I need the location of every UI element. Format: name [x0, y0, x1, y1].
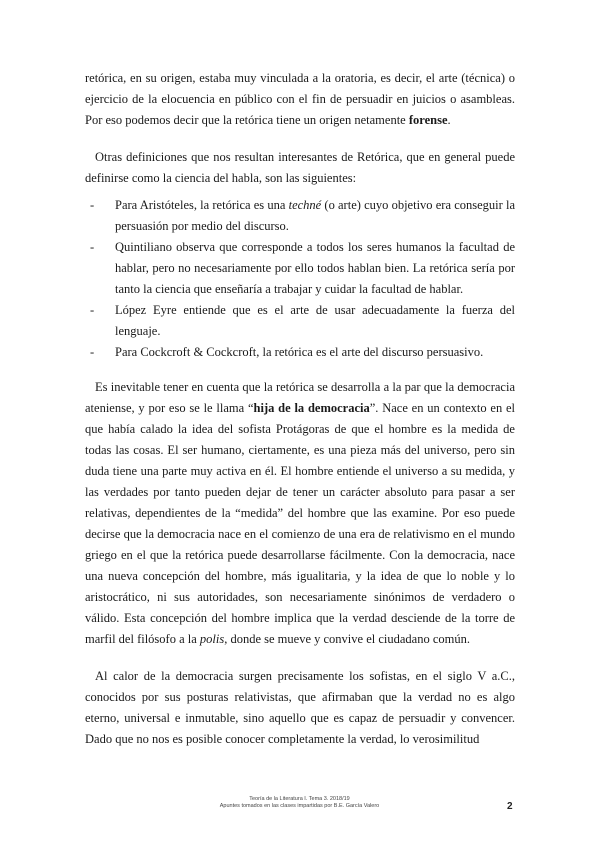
paragraph-definitions-intro: Otras definiciones que nos resultan interesantes de Retórica, que en general puede definirse como la ciencia del habla, son las siguientes: [85, 150, 515, 185]
paragraph-democracy: Es inevitable tener en cuenta que la retórica se desarrolla a la par que la democracia ateniense, y por eso se le llama “hija de la democracia”. Nace en un contexto en el que había calado la idea del sofista Protágoras de que el hombre es la medida de todas las cosas. El ser humano, ciertamente, es una pieza más del universo, pero sin duda tiene una parte muy activa en él. El hombre entiende el universo a su medida, y las verdades por tanto pueden dejar de tener un carácter absoluto para pasar a ser relativas, dependientes de la “medida” del hombre que las examine. Por eso puede decirse que la democracia nace en el comienzo de una era de relativismo en el mundo griego en el que la retórica puede desarrollarse fácilmente. Con la democracia, nace una nueva concepción del hombre, más igualitaria, y la idea de que lo noble y lo aristocrático, ni sus autoridades, son necesariamente sinónimos de verdadero o válido. Esta concepción del hombre implica que la verdad desciende de la torre de marfil del filósofo a la polis, donde se mueve y convive el ciudadano común. [85, 380, 516, 646]
page-number: 2 [507, 801, 513, 812]
list-item: - Para Aristóteles, la retórica es una techné (o arte) cuyo objetivo era conseguir la persuasión por medio del discurso. [90, 198, 515, 233]
bold-term-hija-democracia: hija de la democracia [253, 401, 370, 415]
italic-term-techne: techné [288, 198, 322, 212]
list-item: - López Eyre entiende que es el arte de usar adecuadamente la fuerza del lenguaje. [90, 303, 515, 338]
bold-term-forense: forense [408, 113, 448, 127]
paragraph-origin: retórica, en su origen, estaba muy vinculada a la oratoria, es decir, el arte (técnica) o ejercicio de la elocuencia en público con el fin de persuadir en juicios o asambleas. Por eso podemos decir que la retórica tiene un origen netamente forense. [85, 71, 515, 127]
definitions-list [85, 195, 515, 363]
list-item: - Para Cockcroft & Cockcroft, la retórica es el arte del discurso persuasivo. [90, 345, 484, 359]
footer-notes-line: Apuntes tomados en las clases impartidas por B.E. García Valero [219, 803, 380, 809]
italic-term-polis: polis [199, 632, 225, 646]
paragraph-sofistas: Al calor de la democracia surgen precisamente los sofistas, en el siglo V a.C., conocidos por sus posturas relativistas, que afirmaban que la verdad no es algo eterno, universal e inmutable, sino aquello que es capaz de persuadir y convencer. Dado que no nos es posible conocer completamente la verdad, lo verosimilitud [85, 669, 515, 746]
document-body [85, 68, 515, 766]
footer-course-line: Teoría de la Literatura I. Tema 3. 2018/19 [249, 796, 350, 802]
list-item: - Quintiliano observa que corresponde a todos los seres humanos la facultad de hablar, pero no necesariamente por ello todos hablan bien. La retórica sería por tanto la ciencia que enseñaría a trabajar y cuidar la facultad de hablar. [90, 240, 515, 296]
